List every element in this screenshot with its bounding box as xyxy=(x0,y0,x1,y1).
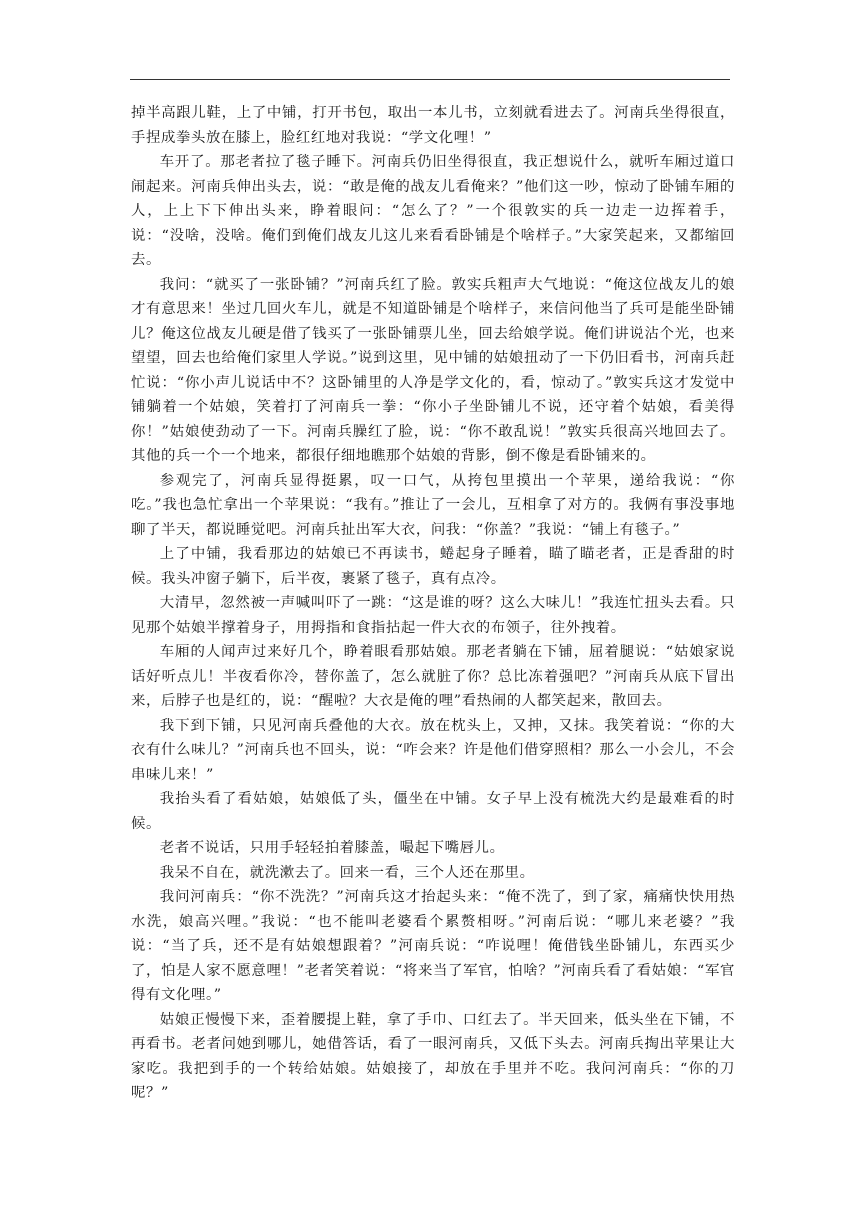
paragraph: 姑娘正慢慢下来，歪着腰提上鞋，拿了手巾、口红去了。半天回来，低头坐在下铺，不再看书。老者问她到哪儿，她借答话，看了一眼河南兵，又低下头去。河南兵掏出苹果让大家吃。我把到手的一个转给姑娘。姑娘接了，却放在手里并不吃。我问河南兵：“你的刀呢？” xyxy=(131,1011,735,1101)
paragraph: 我抬头看了看姑娘，姑娘低了头，僵坐在中铺。女子早上没有梳洗大约是最难看的时候。 xyxy=(131,791,735,832)
paragraph: 车厢的人闻声过来好几个，睁着眼看那姑娘。那老者躺在下铺，屈着腿说：“姑娘家说话好听点儿！半夜看你冷，替你盖了，怎么就脏了你？总比冻着强吧？”河南兵从底下冒出来，后脖子也是红的，说：“醒啦？大衣是俺的哩”看热闹的人都笑起来，散回去。 xyxy=(131,644,735,709)
paragraph: 上了中铺，我看那边的姑娘已不再读书，蜷起身子睡着，瞄了瞄老者，正是香甜的时候。我头冲窗子躺下，后半夜，裹紧了毯子，真有点冷。 xyxy=(131,546,735,587)
paragraph: 我呆不自在，就洗漱去了。回来一看，三个人还在那里。 xyxy=(159,864,535,881)
story-text xyxy=(131,101,735,1106)
paragraph: 老者不说话，只用手轻轻拍着膝盖，嘬起下嘴唇儿。 xyxy=(159,840,505,856)
paragraph: 大清早，忽然被一声喊叫吓了一跳：“这是谁的呀？这么大味儿！”我连忙扭头去看。只见那个姑娘半撑着身子，用拇指和食指拈起一件大衣的布领子，往外拽着。 xyxy=(131,595,735,636)
paragraph: 我问河南兵：“你不洗洗？”河南兵这才抬起头来：“俺不洗了，到了家，痛痛快快用热水洗，娘高兴哩。”我说：“也不能叫老婆看个累赘相呀。”河南后说：“哪儿来老婆？”我说：“当了兵，还不是有姑娘想跟着？”河南兵说：“咋说哩！俺借钱坐卧铺儿，东西买少了，怕是人家不愿意哩！”老者笑着说：“将来当了军官，怕啥？”河南兵看了看姑娘：“军官得有文化哩。” xyxy=(131,889,735,1003)
paragraph: 掉半高跟儿鞋，上了中铺，打开书包，取出一本儿书，立刻就看进去了。河南兵坐得很直，手捏成拳头放在膝上，脸红红地对我说：“学文化哩！” xyxy=(131,105,735,146)
header-rule xyxy=(130,79,730,80)
paragraph: 我问：“就买了一张卧铺？”河南兵红了脸。敦实兵粗声大气地说：“俺这位战友儿的娘才有意思来！坐过几回火车儿，就是不知道卧铺是个啥样子，来信问他当了兵可是能坐卧铺儿？俺这位战友儿硬是借了钱买了一张卧铺票儿坐，回去给娘学说。俺们讲说沾个光，也来望望，回去也给俺们家里人学说。”说到这里，见中铺的姑娘扭动了一下仍旧看书，河南兵赶忙说：“你小声儿说话中不？这卧铺里的人净是学文化的，看，惊动了。”敦实兵这才发觉中铺躺着一个姑娘，笑着打了河南兵一拳：“你小子坐卧铺儿不说，还守着个姑娘，看美得你！”姑娘使劲动了一下。河南兵臊红了脸，说：“你不敢乱说！”敦实兵很高兴地回去了。其他的兵一个一个地来，都很仔细地瞧那个姑娘的背影，倒不像是看卧铺来的。 xyxy=(131,276,735,464)
paragraph: 车开了。那老者拉了毯子睡下。河南兵仍旧坐得很直，我正想说什么，就听车厢过道口闹起来。河南兵伸出头去，说：“敢是俺的战友儿看俺来？”他们这一吵，惊动了卧铺车厢的人，上上下下伸出头来，睁着眼问：“怎么了？”一个很敦实的兵一边走一边挥着手，说：“没啥，没啥。俺们到俺们战友儿这儿来看看卧铺是个啥样子。”大家笑起来，又都缩回去。 xyxy=(131,154,735,268)
paragraph: 我下到下铺，只见河南兵叠他的大衣。放在枕头上，又抻，又抹。我笑着说：“你的大衣有什么味儿？”河南兵也不回头，说：“咋会来？许是他们借穿照相？那么一小会儿，不会串味儿来！” xyxy=(131,717,735,783)
paragraph: 参观完了，河南兵显得挺累，叹一口气，从挎包里摸出一个苹果，递给我说：“你吃。”我也急忙拿出一个苹果说：“我有。”推让了一会儿，互相拿了对方的。我俩有事没事地聊了半天，都说睡觉吧。河南兵扯出军大衣，问我：“你盖？”我说：“铺上有毯子。” xyxy=(131,472,735,538)
